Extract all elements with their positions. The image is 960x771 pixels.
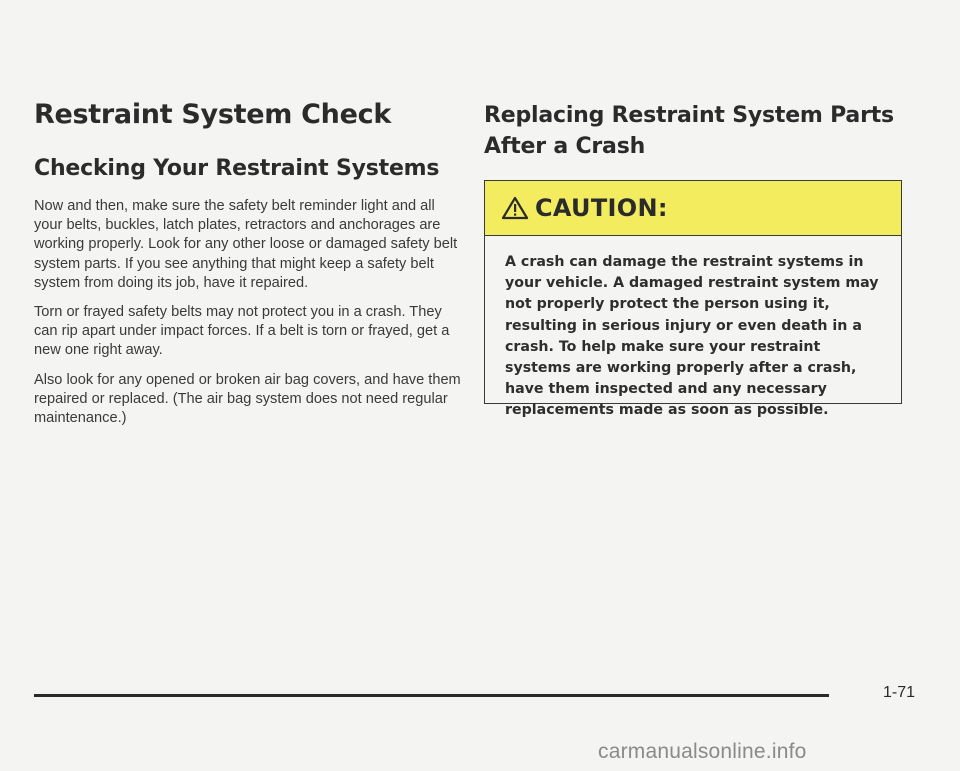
right-column	[484, 100, 904, 162]
right-title-line1: Replacing Restraint System Parts	[484, 103, 894, 128]
caution-label: CAUTION:	[535, 194, 668, 222]
caution-header	[485, 181, 901, 236]
section-title: Restraint System Check	[34, 99, 391, 130]
warning-triangle-icon	[501, 196, 529, 220]
caution-text: A crash can damage the restraint systems in your vehicle. A damaged restraint system may not properly protect the person using it, resulting in serious injury or even death in a crash. To help make sure your restraint systems are working properly after a crash, have them inspected and any necessary replacements made as soon as possible.	[505, 254, 879, 419]
page-number: 1-71	[883, 684, 916, 701]
footer-rule	[34, 694, 829, 697]
left-column	[34, 98, 464, 438]
right-section-title	[484, 100, 904, 162]
paragraph-check: Now and then, make sure the safety belt reminder light and all your belts, buckles, latch plates, retractors and anchorages are working properly. Look for any other loose or damaged safety belt system parts. If you see anything that might keep a safety belt system from doing its job, have it repaired.	[34, 198, 458, 291]
subsection-title: Checking Your Restraint Systems	[34, 156, 440, 181]
paragraph-torn-belts: Torn or frayed safety belts may not protect you in a crash. They can rip apart under impact forces. If a belt is torn or frayed, get a new one right away.	[34, 304, 450, 359]
paragraph-air-bag: Also look for any opened or broken air bag covers, and have them repaired or replaced. (The air bag system does not need regular maintenance.)	[34, 371, 461, 427]
watermark: carmanualsonline.info	[598, 740, 807, 763]
caution-box	[484, 180, 902, 419]
right-title-line2: After a Crash	[484, 134, 646, 159]
